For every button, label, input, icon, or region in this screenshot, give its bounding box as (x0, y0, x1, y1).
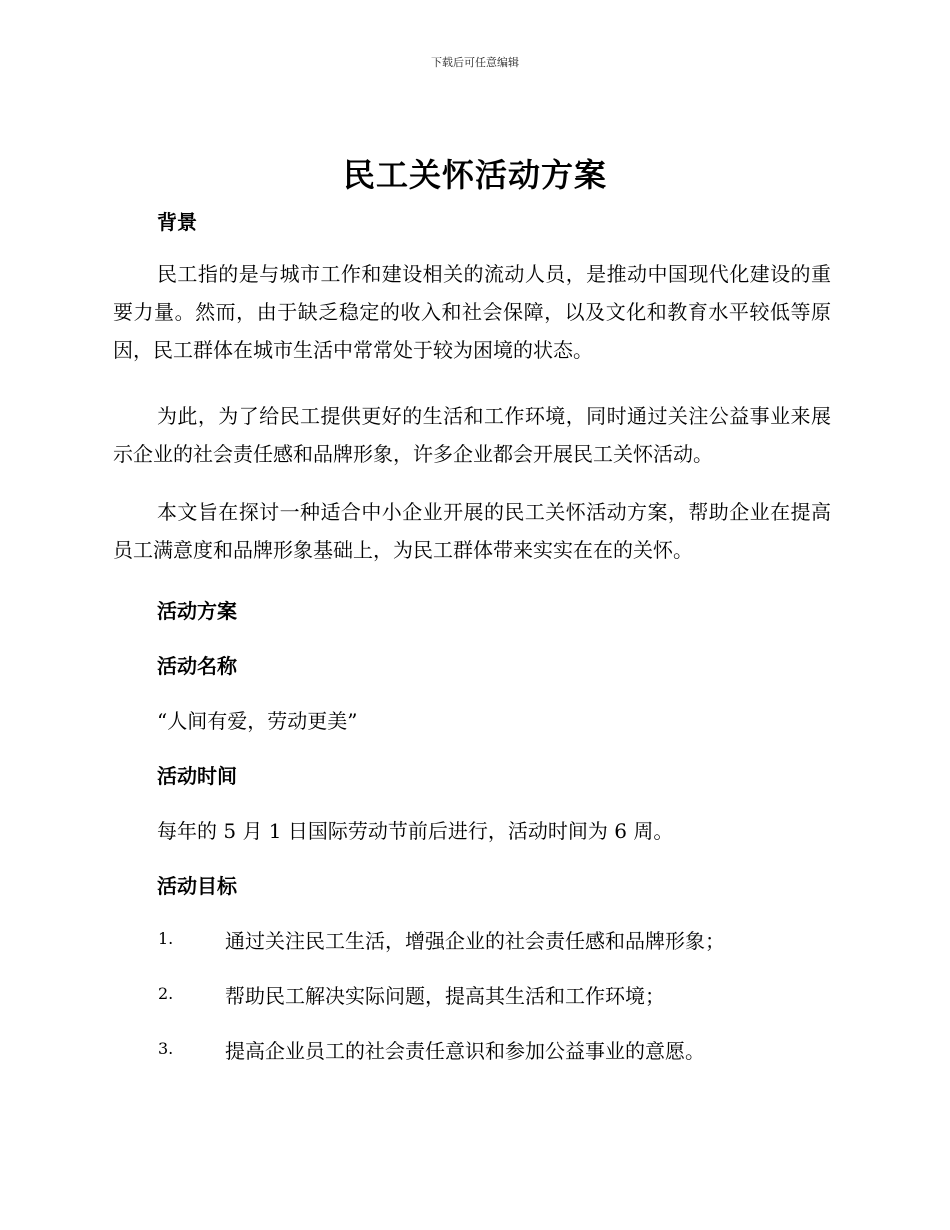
list-item-number: 3. (158, 1039, 174, 1058)
paragraph: 为此，为了给民工提供更好的生活和工作环境，同时通过关注公益事业来展示企业的社会责任感和品牌形象，许多企业都会开展民工关怀活动。 (113, 404, 831, 466)
activity-time-value: 每年的 5 月 1 日国际劳动节前后进行，活动时间为 6 周。 (157, 819, 674, 843)
list-item-text: 通过关注民工生活，增强企业的社会责任感和品牌形象； (225, 929, 725, 953)
paragraph: 民工指的是与城市工作和建设相关的流动人员，是推动中国现代化建设的重要力量。然而，由于缺乏稳定的收入和社会保障，以及文化和教育水平较低等原因，民工群体在城市生活中常常处于较为困境的状态。 (113, 262, 831, 362)
header-note: 下载后可任意编辑 (431, 56, 519, 69)
list-item-number: 2. (158, 984, 174, 1003)
subheading-activity-goals: 活动目标 (157, 874, 237, 898)
list-item-text: 提高企业员工的社会责任意识和参加公益事业的意愿。 (225, 1039, 705, 1063)
subheading-activity-name: 活动名称 (157, 654, 237, 678)
list-item-text: 帮助民工解决实际问题，提高其生活和工作环境； (225, 984, 665, 1008)
document-title: 民工关怀活动方案 (342, 156, 607, 194)
list-item-number: 1. (158, 929, 174, 948)
activity-name-value: “人间有爱，劳动更美” (157, 709, 358, 733)
section-heading-background: 背景 (157, 210, 197, 234)
paragraph: 本文旨在探讨一种适合中小企业开展的民工关怀活动方案，帮助企业在提高员工满意度和品牌形象基础上，为民工群体带来实实在在的关怀。 (113, 500, 831, 562)
section-heading-plan: 活动方案 (157, 599, 237, 623)
subheading-activity-time: 活动时间 (157, 764, 237, 788)
